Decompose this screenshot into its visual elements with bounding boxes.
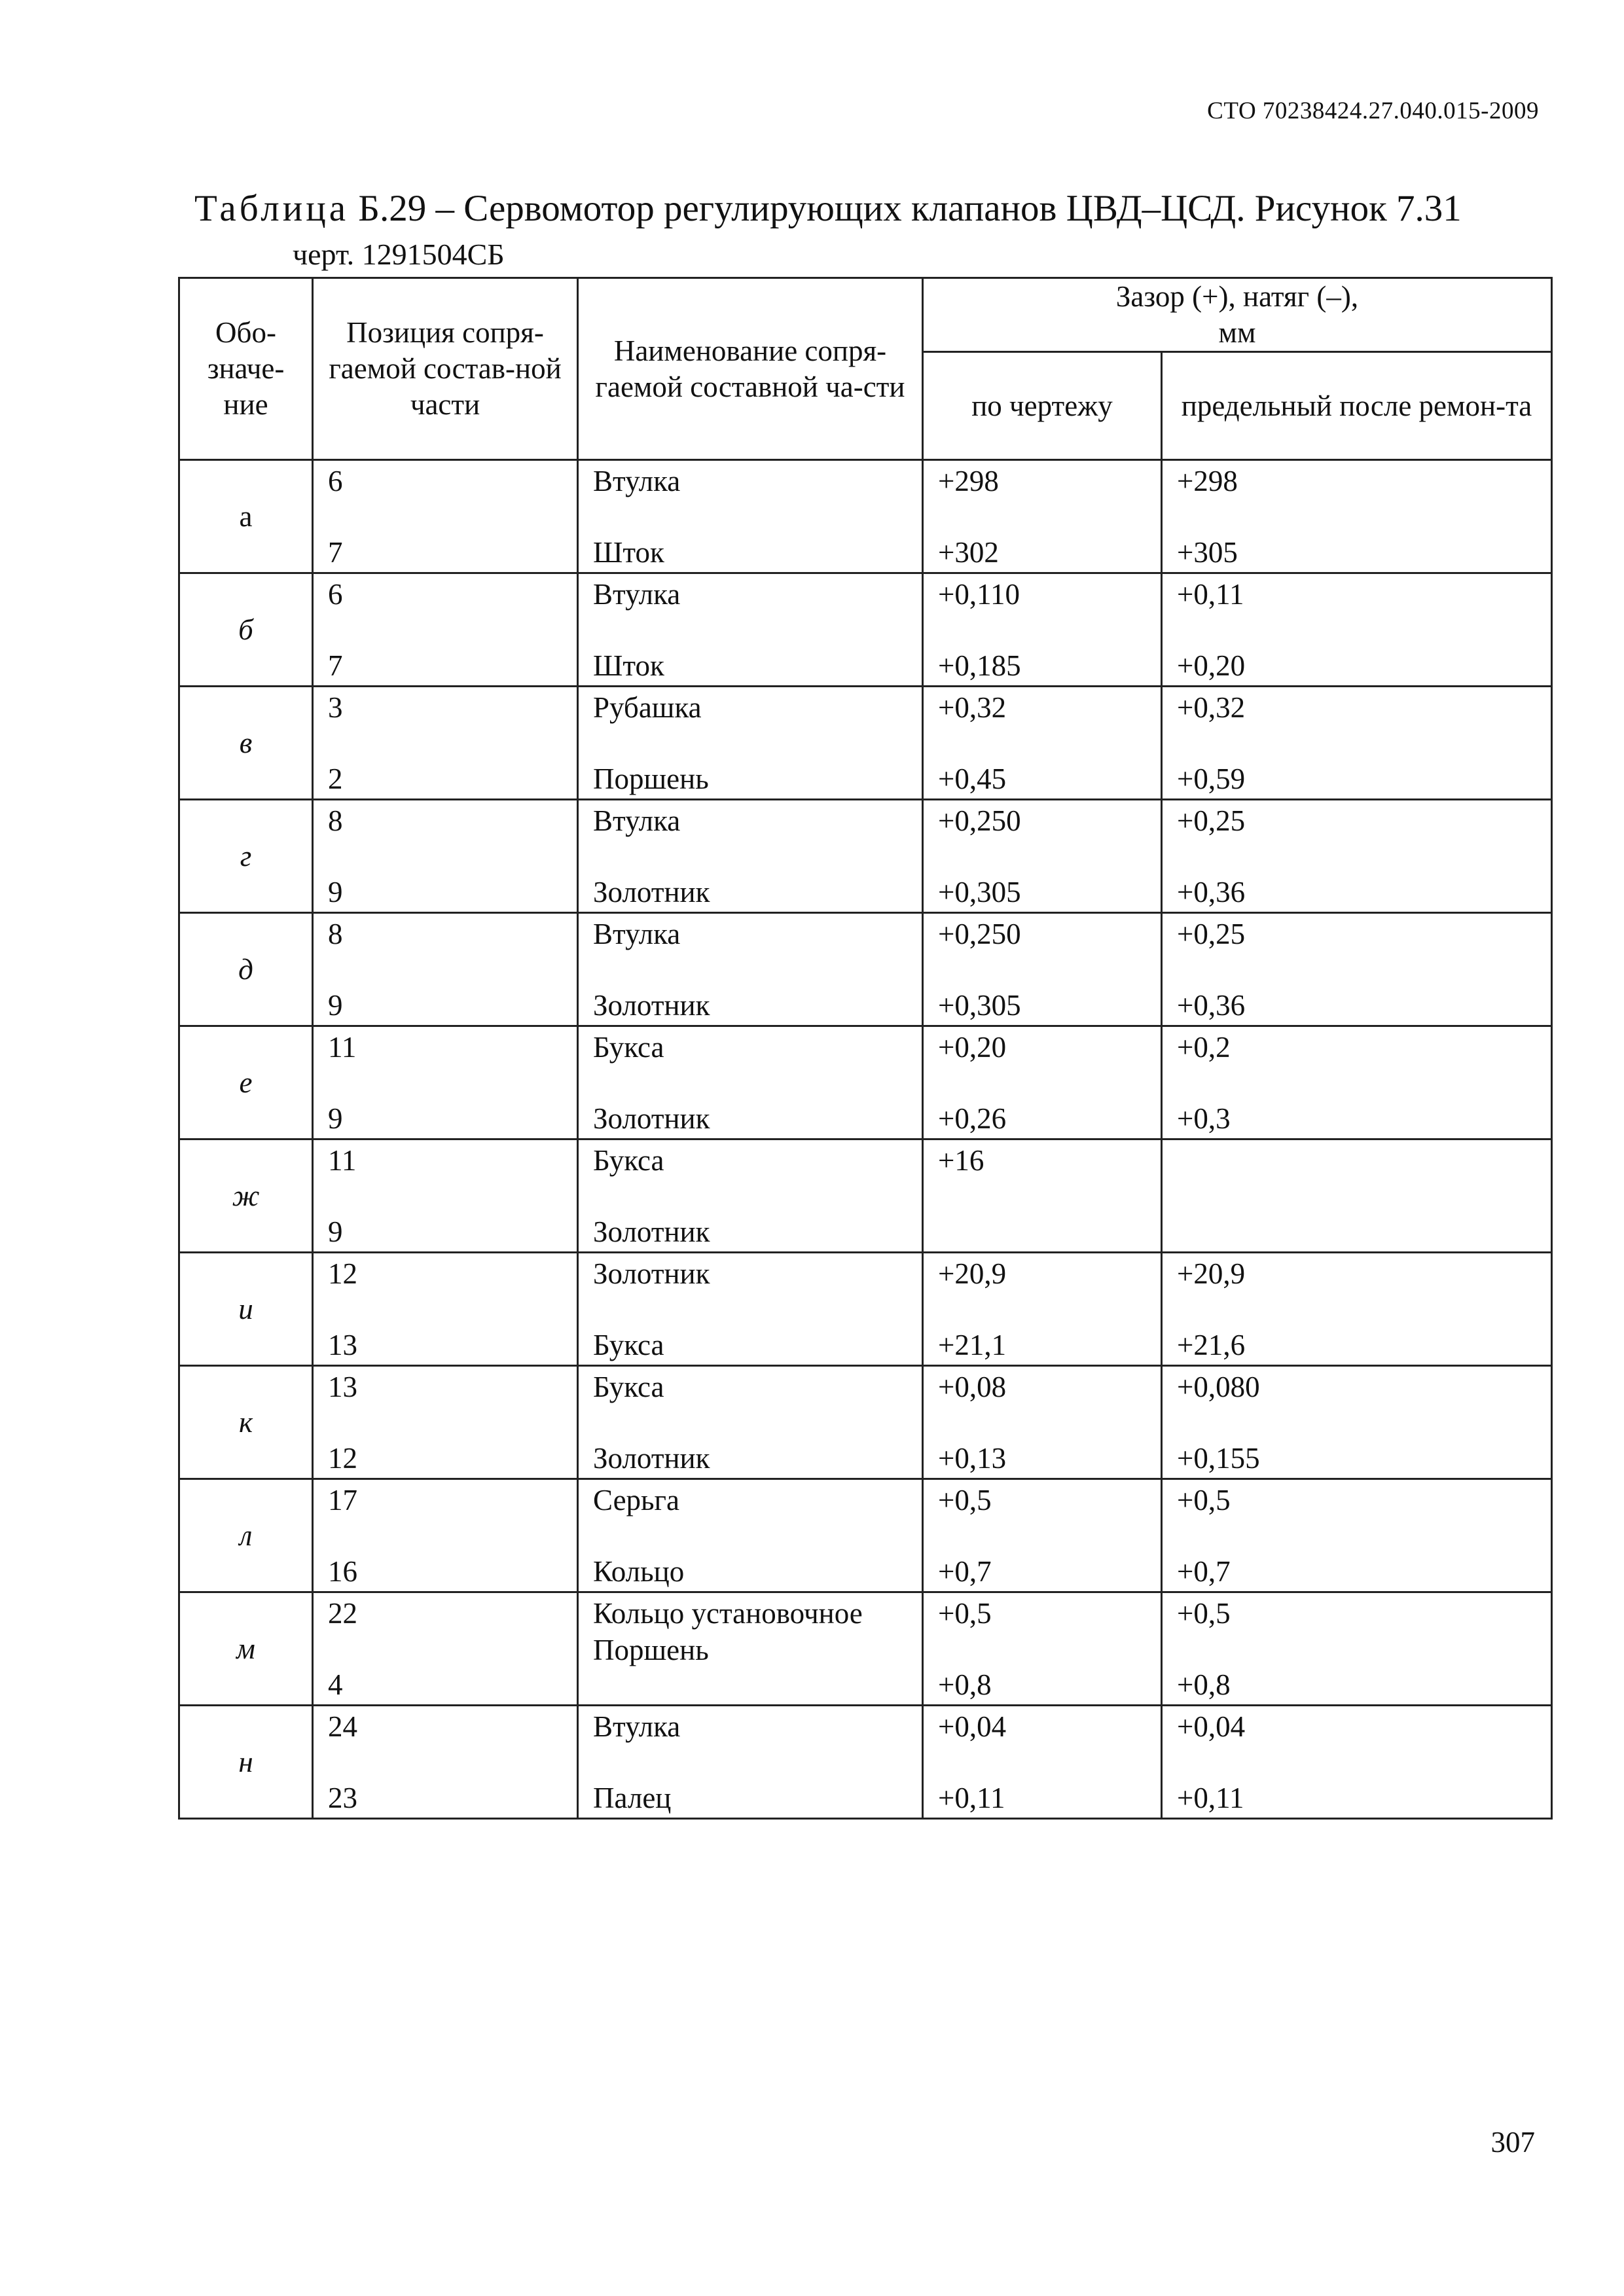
cell-by-drawing-top: +0,250 — [938, 804, 1021, 837]
cell-part-name-bottom: Поршень — [593, 762, 709, 796]
cell-part-name-top: Втулка — [593, 1710, 681, 1743]
cell-position-bottom: 23 — [328, 1782, 357, 1815]
cell-part-name — [578, 1592, 923, 1706]
cell-limit-after-repair — [1162, 1366, 1552, 1479]
cell-part-name-top: Букса — [593, 1371, 664, 1403]
cell-part-name — [578, 573, 923, 687]
table-row — [179, 687, 1552, 800]
cell-by-drawing-top: +0,08 — [938, 1371, 1007, 1403]
cell-designation: и — [179, 1253, 313, 1366]
cell-by-drawing-bottom: +0,305 — [938, 876, 1021, 909]
cell-limit-after-repair — [1162, 1139, 1552, 1253]
cell-position-top: 6 — [328, 578, 343, 611]
cell-limit-after-repair — [1162, 800, 1552, 913]
table-row — [179, 1253, 1552, 1366]
cell-by-drawing — [923, 1592, 1162, 1706]
cell-limit-after-repair — [1162, 1026, 1552, 1139]
cell-limit-after-repair — [1162, 573, 1552, 687]
cell-limit-after-repair-bottom: +0,155 — [1177, 1442, 1260, 1475]
cell-part-name — [578, 460, 923, 573]
cell-part-name — [578, 1139, 923, 1253]
cell-position — [313, 1366, 578, 1479]
cell-limit-after-repair — [1162, 460, 1552, 573]
cell-by-drawing — [923, 800, 1162, 913]
cell-position-top: 11 — [328, 1031, 357, 1064]
table-body — [179, 460, 1552, 1819]
cell-position-top: 11 — [328, 1144, 357, 1177]
cell-part-name-bottom: Золотник — [593, 1215, 710, 1249]
cell-part-name-bottom: Шток — [593, 649, 664, 683]
cell-position-bottom: 9 — [328, 989, 343, 1022]
cell-by-drawing-bottom: +302 — [938, 536, 999, 569]
cell-limit-after-repair-bottom: +0,8 — [1177, 1668, 1231, 1702]
cell-by-drawing-top: +0,110 — [938, 578, 1020, 611]
cell-by-drawing-top: +0,20 — [938, 1031, 1007, 1064]
table-row — [179, 800, 1552, 913]
cell-by-drawing-top: +0,04 — [938, 1710, 1007, 1743]
table-row — [179, 1706, 1552, 1819]
fit-clearance-table — [178, 277, 1553, 1820]
cell-position — [313, 1253, 578, 1366]
cell-position-top: 17 — [328, 1484, 357, 1516]
cell-limit-after-repair-top: +0,25 — [1177, 918, 1246, 950]
header-by-drawing: по чертежу — [923, 352, 1162, 460]
cell-by-drawing — [923, 1026, 1162, 1139]
cell-by-drawing-top: +0,250 — [938, 918, 1021, 950]
cell-by-drawing-top: +20,9 — [938, 1257, 1007, 1290]
cell-position — [313, 800, 578, 913]
cell-part-name-top: Серьга — [593, 1484, 679, 1516]
cell-part-name — [578, 1479, 923, 1592]
cell-position — [313, 1479, 578, 1592]
cell-designation: л — [179, 1479, 313, 1592]
cell-position-bottom: 9 — [328, 1102, 343, 1136]
cell-designation: г — [179, 800, 313, 913]
cell-by-drawing — [923, 687, 1162, 800]
cell-limit-after-repair-bottom: +0,3 — [1177, 1102, 1231, 1136]
cell-designation: в — [179, 687, 313, 800]
cell-by-drawing — [923, 1479, 1162, 1592]
cell-limit-after-repair-bottom: +0,36 — [1177, 989, 1246, 1022]
cell-limit-after-repair-bottom: +0,7 — [1177, 1555, 1231, 1588]
cell-position — [313, 687, 578, 800]
cell-position-bottom: 7 — [328, 649, 343, 683]
cell-limit-after-repair-bottom: +0,36 — [1177, 876, 1246, 909]
cell-by-drawing-top: +16 — [938, 1144, 984, 1177]
cell-designation: ж — [179, 1139, 313, 1253]
cell-designation: е — [179, 1026, 313, 1139]
cell-limit-after-repair-bottom: +305 — [1177, 536, 1238, 569]
cell-part-name-top: Рубашка — [593, 691, 702, 724]
cell-limit-after-repair-top: +0,080 — [1177, 1371, 1260, 1403]
cell-limit-after-repair-bottom: +0,59 — [1177, 762, 1246, 796]
cell-limit-after-repair — [1162, 1592, 1552, 1706]
cell-part-name — [578, 1253, 923, 1366]
cell-designation: д — [179, 913, 313, 1026]
cell-limit-after-repair-top: +298 — [1177, 465, 1238, 497]
cell-position-bottom: 9 — [328, 876, 343, 909]
cell-position-bottom: 13 — [328, 1329, 357, 1362]
cell-limit-after-repair-top: +0,5 — [1177, 1597, 1231, 1630]
cell-position-top: 24 — [328, 1710, 357, 1743]
cell-part-name-top: Втулка — [593, 465, 681, 497]
cell-position-top: 3 — [328, 691, 343, 724]
cell-part-name-top: Втулка — [593, 578, 681, 611]
cell-by-drawing-bottom: +0,8 — [938, 1668, 992, 1702]
cell-part-name-top: Букса — [593, 1031, 664, 1064]
cell-part-name-bottom: Золотник — [593, 1102, 710, 1136]
cell-part-name — [578, 913, 923, 1026]
cell-part-name-top: Букса — [593, 1144, 664, 1177]
cell-position — [313, 573, 578, 687]
cell-position-bottom: 16 — [328, 1555, 357, 1588]
cell-position-top: 22 — [328, 1597, 357, 1630]
cell-designation: а — [179, 460, 313, 573]
cell-position-bottom: 9 — [328, 1215, 343, 1249]
document-code: СТО 70238424.27.040.015-2009 — [1207, 98, 1539, 124]
cell-part-name-bottom: Палец — [593, 1782, 672, 1815]
cell-part-name-bottom: Золотник — [593, 989, 710, 1022]
cell-by-drawing — [923, 460, 1162, 573]
cell-by-drawing-top: +0,5 — [938, 1484, 992, 1516]
table-caption-text: Б.29 – Сервомотор регулирующих клапанов ЦВД–ЦСД. Рисунок 7.31 — [349, 188, 1462, 229]
cell-position-top: 6 — [328, 465, 343, 497]
header-clearance-group: Зазор (+), натяг (–), мм — [923, 278, 1552, 352]
header-name: Наименование сопря-гаемой составной ча-сти — [578, 278, 923, 460]
cell-by-drawing-bottom: +0,13 — [938, 1442, 1007, 1475]
cell-designation: м — [179, 1592, 313, 1706]
table-row — [179, 1366, 1552, 1479]
cell-by-drawing-bottom: +0,305 — [938, 989, 1021, 1022]
cell-position — [313, 1026, 578, 1139]
cell-part-name-top: Втулка — [593, 804, 681, 837]
cell-part-name — [578, 687, 923, 800]
header-designation: Обо-значе-ние — [179, 278, 313, 460]
cell-position-bottom: 2 — [328, 762, 343, 796]
table-row — [179, 1592, 1552, 1706]
cell-position — [313, 913, 578, 1026]
cell-part-name — [578, 1706, 923, 1819]
cell-limit-after-repair-top: +0,25 — [1177, 804, 1246, 837]
cell-designation: б — [179, 573, 313, 687]
cell-position-bottom: 4 — [328, 1668, 343, 1702]
cell-by-drawing-top: +298 — [938, 465, 999, 497]
cell-position — [313, 1592, 578, 1706]
cell-limit-after-repair — [1162, 687, 1552, 800]
cell-limit-after-repair-bottom: +0,11 — [1177, 1782, 1244, 1815]
table-row — [179, 1139, 1552, 1253]
cell-limit-after-repair — [1162, 1253, 1552, 1366]
cell-position — [313, 1139, 578, 1253]
cell-limit-after-repair-bottom: +0,20 — [1177, 649, 1246, 683]
cell-position-top: 8 — [328, 804, 343, 837]
cell-limit-after-repair-top: +0,11 — [1177, 578, 1244, 611]
table-row — [179, 1026, 1552, 1139]
header-position: Позиция сопря-гаемой состав-ной части — [313, 278, 578, 460]
cell-limit-after-repair-top: +0,32 — [1177, 691, 1246, 724]
cell-by-drawing — [923, 1706, 1162, 1819]
cell-by-drawing-top: +0,5 — [938, 1597, 992, 1630]
cell-position-top: 8 — [328, 918, 343, 950]
cell-position — [313, 1706, 578, 1819]
cell-part-name-top: Золотник — [593, 1257, 710, 1290]
cell-position-top: 12 — [328, 1257, 357, 1290]
cell-by-drawing-bottom: +21,1 — [938, 1329, 1007, 1362]
cell-limit-after-repair — [1162, 1706, 1552, 1819]
cell-part-name — [578, 800, 923, 913]
cell-limit-after-repair-top: +0,2 — [1177, 1031, 1231, 1064]
table-caption — [194, 190, 1462, 227]
cell-limit-after-repair-top: +0,04 — [1177, 1710, 1246, 1743]
cell-position-bottom: 12 — [328, 1442, 357, 1475]
cell-part-name-bottom: Букса — [593, 1329, 664, 1362]
cell-by-drawing-bottom: +0,45 — [938, 762, 1007, 796]
cell-limit-after-repair-top: +20,9 — [1177, 1257, 1246, 1290]
cell-part-name-top: Втулка — [593, 918, 681, 950]
table-drawing-reference: черт. 1291504СБ — [293, 238, 505, 271]
cell-by-drawing — [923, 1253, 1162, 1366]
cell-part-name-bottom: Золотник — [593, 1442, 710, 1475]
header-limit-after-repair: предельный после ремон-та — [1162, 352, 1552, 460]
cell-by-drawing — [923, 1139, 1162, 1253]
cell-by-drawing-top: +0,32 — [938, 691, 1007, 724]
table-row — [179, 573, 1552, 687]
cell-designation: н — [179, 1706, 313, 1819]
page-number: 307 — [1490, 2126, 1535, 2159]
cell-part-name — [578, 1366, 923, 1479]
cell-limit-after-repair-top: +0,5 — [1177, 1484, 1231, 1516]
cell-by-drawing-bottom: +0,11 — [938, 1782, 1005, 1815]
cell-part-name-middle: Поршень — [593, 1634, 709, 1666]
cell-part-name-bottom: Золотник — [593, 876, 710, 909]
cell-by-drawing — [923, 913, 1162, 1026]
table-row — [179, 1479, 1552, 1592]
cell-by-drawing — [923, 573, 1162, 687]
cell-by-drawing-bottom: +0,26 — [938, 1102, 1007, 1136]
table-row — [179, 913, 1552, 1026]
table-row — [179, 460, 1552, 573]
cell-position-top: 13 — [328, 1371, 357, 1403]
cell-by-drawing-bottom: +0,7 — [938, 1555, 992, 1588]
cell-by-drawing — [923, 1366, 1162, 1479]
cell-part-name-bottom: Кольцо — [593, 1555, 685, 1588]
cell-part-name-bottom: Шток — [593, 536, 664, 569]
cell-position — [313, 460, 578, 573]
table-caption-label: Таблица — [194, 188, 350, 229]
cell-limit-after-repair — [1162, 1479, 1552, 1592]
cell-part-name — [578, 1026, 923, 1139]
cell-part-name-top: Кольцо установочное — [593, 1597, 863, 1630]
cell-designation: к — [179, 1366, 313, 1479]
cell-limit-after-repair — [1162, 913, 1552, 1026]
cell-limit-after-repair-bottom: +21,6 — [1177, 1329, 1246, 1362]
cell-by-drawing-bottom: +0,185 — [938, 649, 1021, 683]
cell-position-bottom: 7 — [328, 536, 343, 569]
